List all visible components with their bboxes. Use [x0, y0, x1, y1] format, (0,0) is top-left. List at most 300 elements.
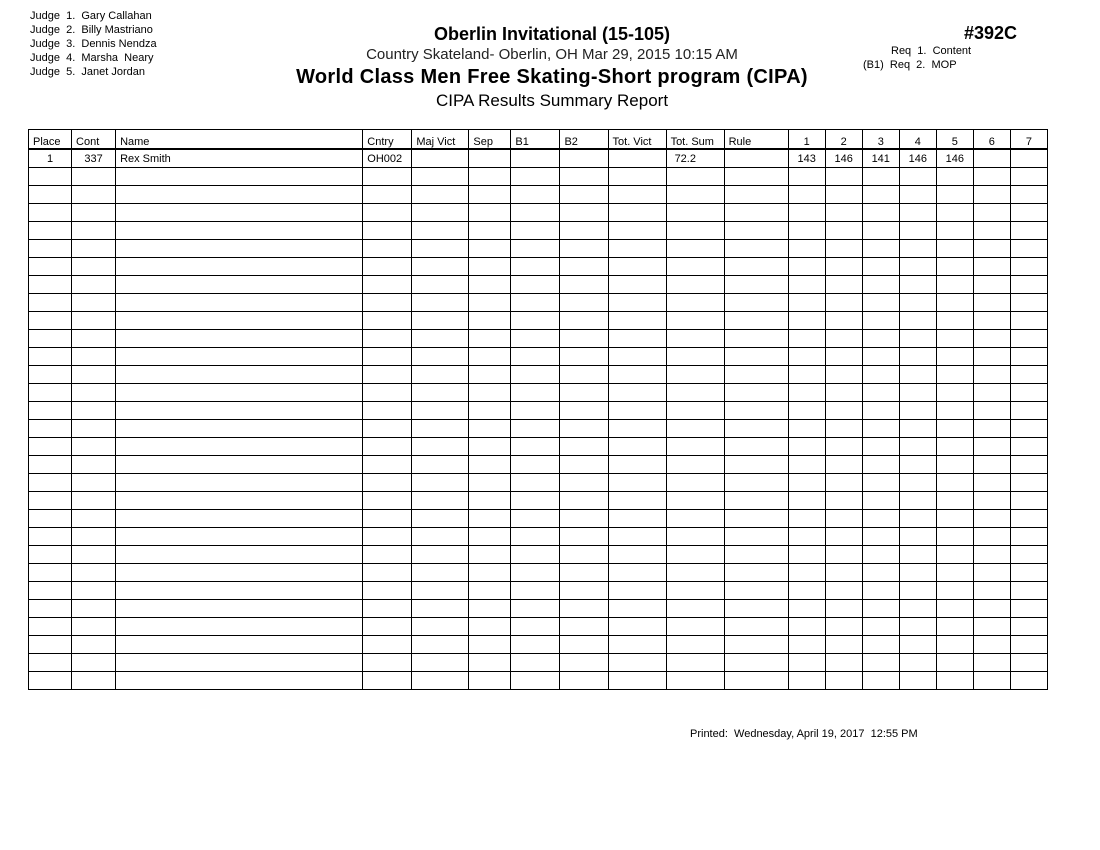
sep-cell: [469, 149, 511, 168]
empty-cell: [608, 636, 666, 654]
empty-cell: [412, 204, 469, 222]
empty-cell: [666, 294, 724, 312]
empty-cell: [469, 240, 511, 258]
empty-cell: [666, 186, 724, 204]
rule-cell: [724, 149, 788, 168]
judge-6-score-cell: [973, 149, 1010, 168]
empty-cell: [899, 492, 936, 510]
empty-cell: [469, 186, 511, 204]
empty-cell: [72, 546, 116, 564]
empty-cell: [72, 582, 116, 600]
empty-cell: [469, 600, 511, 618]
empty-cell: [788, 204, 825, 222]
empty-cell: [788, 654, 825, 672]
empty-cell: [899, 636, 936, 654]
empty-cell: [29, 456, 72, 474]
empty-cell: [511, 528, 560, 546]
empty-cell: [825, 654, 862, 672]
empty-cell: [825, 420, 862, 438]
empty-cell: [936, 366, 973, 384]
judge-line: Judge 5. Janet Jordan: [30, 66, 145, 78]
empty-cell: [72, 330, 116, 348]
empty-cell: [862, 618, 899, 636]
empty-cell: [1010, 672, 1047, 690]
empty-cell: [116, 636, 363, 654]
empty-cell: [511, 654, 560, 672]
empty-cell: [72, 438, 116, 456]
empty-cell: [788, 600, 825, 618]
empty-cell: [788, 456, 825, 474]
empty-cell: [72, 276, 116, 294]
empty-cell: [29, 582, 72, 600]
empty-cell: [469, 384, 511, 402]
results-table: [28, 129, 1048, 690]
empty-cell: [363, 654, 412, 672]
empty-cell: [936, 636, 973, 654]
empty-cell: [936, 312, 973, 330]
empty-cell: [1010, 348, 1047, 366]
empty-cell: [560, 546, 608, 564]
empty-cell: [560, 492, 608, 510]
empty-cell: [511, 510, 560, 528]
empty-cell: [724, 672, 788, 690]
empty-cell: [29, 366, 72, 384]
empty-table-row: [29, 600, 1048, 618]
empty-cell: [936, 420, 973, 438]
empty-cell: [666, 348, 724, 366]
empty-cell: [862, 582, 899, 600]
empty-cell: [973, 420, 1010, 438]
empty-cell: [936, 492, 973, 510]
empty-cell: [29, 384, 72, 402]
empty-cell: [469, 366, 511, 384]
empty-table-row: [29, 348, 1048, 366]
column-header-cont: Cont: [72, 130, 116, 150]
empty-cell: [973, 636, 1010, 654]
empty-cell: [936, 276, 973, 294]
empty-cell: [469, 546, 511, 564]
empty-cell: [936, 222, 973, 240]
empty-cell: [363, 438, 412, 456]
empty-cell: [825, 240, 862, 258]
empty-cell: [116, 420, 363, 438]
empty-cell: [72, 186, 116, 204]
venue-line: Country Skateland- Oberlin, OH Mar 29, 2015 10:15 AM: [366, 46, 738, 63]
empty-cell: [862, 402, 899, 420]
empty-cell: [1010, 528, 1047, 546]
empty-cell: [666, 546, 724, 564]
empty-cell: [29, 420, 72, 438]
empty-cell: [608, 492, 666, 510]
empty-table-row: [29, 672, 1048, 690]
empty-cell: [973, 600, 1010, 618]
empty-cell: [899, 654, 936, 672]
empty-cell: [412, 168, 469, 186]
empty-cell: [608, 654, 666, 672]
empty-cell: [560, 330, 608, 348]
empty-cell: [608, 330, 666, 348]
empty-cell: [511, 276, 560, 294]
empty-cell: [469, 672, 511, 690]
cont-cell: 337: [72, 149, 116, 168]
empty-cell: [412, 348, 469, 366]
empty-cell: [825, 348, 862, 366]
empty-cell: [469, 294, 511, 312]
empty-cell: [469, 420, 511, 438]
empty-cell: [29, 492, 72, 510]
empty-cell: [116, 510, 363, 528]
empty-cell: [973, 222, 1010, 240]
empty-cell: [511, 384, 560, 402]
empty-cell: [412, 186, 469, 204]
empty-cell: [936, 582, 973, 600]
requirements-list: [863, 44, 971, 72]
name-cell: Rex Smith: [116, 149, 363, 168]
judge-5-score-cell: 146: [936, 149, 973, 168]
empty-cell: [412, 474, 469, 492]
empty-cell: [825, 672, 862, 690]
empty-cell: [666, 618, 724, 636]
empty-cell: [363, 240, 412, 258]
empty-cell: [973, 456, 1010, 474]
empty-cell: [469, 438, 511, 456]
empty-cell: [412, 528, 469, 546]
empty-cell: [788, 186, 825, 204]
empty-table-row: [29, 420, 1048, 438]
empty-cell: [29, 564, 72, 582]
empty-cell: [363, 402, 412, 420]
empty-cell: [973, 672, 1010, 690]
empty-cell: [511, 402, 560, 420]
empty-cell: [469, 348, 511, 366]
empty-cell: [666, 456, 724, 474]
judge-7-score-cell: [1010, 149, 1047, 168]
empty-cell: [899, 366, 936, 384]
empty-cell: [1010, 258, 1047, 276]
empty-cell: [788, 384, 825, 402]
empty-cell: [72, 168, 116, 186]
empty-cell: [29, 600, 72, 618]
empty-cell: [666, 168, 724, 186]
empty-cell: [560, 474, 608, 492]
empty-cell: [363, 546, 412, 564]
empty-cell: [936, 348, 973, 366]
empty-cell: [724, 474, 788, 492]
empty-cell: [560, 654, 608, 672]
empty-cell: [666, 492, 724, 510]
empty-cell: [72, 564, 116, 582]
empty-cell: [412, 276, 469, 294]
empty-cell: [788, 240, 825, 258]
empty-cell: [608, 474, 666, 492]
empty-cell: [788, 348, 825, 366]
empty-cell: [72, 222, 116, 240]
empty-table-row: [29, 276, 1048, 294]
empty-cell: [1010, 186, 1047, 204]
empty-cell: [936, 186, 973, 204]
empty-cell: [788, 438, 825, 456]
empty-cell: [862, 564, 899, 582]
empty-cell: [412, 636, 469, 654]
empty-cell: [666, 528, 724, 546]
empty-cell: [862, 276, 899, 294]
empty-cell: [412, 384, 469, 402]
column-header-judge-1: 1: [788, 130, 825, 150]
empty-cell: [825, 168, 862, 186]
empty-cell: [608, 276, 666, 294]
empty-cell: [608, 384, 666, 402]
empty-cell: [511, 204, 560, 222]
empty-cell: [666, 402, 724, 420]
empty-cell: [29, 528, 72, 546]
empty-cell: [29, 672, 72, 690]
empty-cell: [899, 348, 936, 366]
empty-cell: [666, 258, 724, 276]
empty-cell: [363, 528, 412, 546]
b2-cell: [560, 149, 608, 168]
empty-cell: [788, 366, 825, 384]
empty-cell: [936, 672, 973, 690]
empty-cell: [363, 204, 412, 222]
empty-cell: [666, 654, 724, 672]
empty-cell: [936, 204, 973, 222]
empty-cell: [608, 402, 666, 420]
empty-cell: [1010, 546, 1047, 564]
empty-table-row: [29, 258, 1048, 276]
empty-cell: [469, 222, 511, 240]
empty-table-row: [29, 456, 1048, 474]
empty-cell: [560, 438, 608, 456]
empty-cell: [469, 276, 511, 294]
empty-table-row: [29, 654, 1048, 672]
empty-cell: [825, 492, 862, 510]
empty-table-row: [29, 474, 1048, 492]
empty-table-row: [29, 222, 1048, 240]
empty-cell: [666, 276, 724, 294]
empty-cell: [973, 312, 1010, 330]
empty-cell: [29, 474, 72, 492]
empty-cell: [116, 546, 363, 564]
empty-cell: [973, 564, 1010, 582]
empty-cell: [363, 186, 412, 204]
judge-4-score-cell: 146: [899, 149, 936, 168]
empty-table-row: [29, 492, 1048, 510]
tot-vict-cell: [608, 149, 666, 168]
empty-table-row: [29, 294, 1048, 312]
empty-cell: [363, 636, 412, 654]
empty-cell: [511, 582, 560, 600]
empty-cell: [724, 636, 788, 654]
empty-cell: [72, 294, 116, 312]
empty-cell: [412, 456, 469, 474]
empty-cell: [899, 276, 936, 294]
empty-cell: [116, 456, 363, 474]
empty-cell: [825, 636, 862, 654]
empty-cell: [511, 456, 560, 474]
empty-cell: [862, 240, 899, 258]
empty-cell: [363, 564, 412, 582]
empty-cell: [412, 240, 469, 258]
empty-cell: [936, 384, 973, 402]
empty-cell: [29, 636, 72, 654]
empty-cell: [72, 348, 116, 366]
empty-cell: [788, 564, 825, 582]
empty-table-row: [29, 384, 1048, 402]
empty-cell: [862, 366, 899, 384]
empty-cell: [511, 294, 560, 312]
empty-cell: [973, 240, 1010, 258]
column-header-b1: B1: [511, 130, 560, 150]
program-title: World Class Men Free Skating-Short program (CIPA): [296, 66, 808, 88]
empty-cell: [72, 672, 116, 690]
empty-cell: [973, 384, 1010, 402]
judge-2-score-cell: 146: [825, 149, 862, 168]
empty-cell: [899, 600, 936, 618]
empty-cell: [560, 672, 608, 690]
empty-cell: [936, 294, 973, 312]
empty-cell: [899, 672, 936, 690]
empty-cell: [560, 582, 608, 600]
empty-cell: [363, 672, 412, 690]
empty-cell: [29, 186, 72, 204]
empty-table-row: [29, 330, 1048, 348]
empty-cell: [862, 600, 899, 618]
empty-cell: [862, 672, 899, 690]
empty-cell: [1010, 456, 1047, 474]
empty-cell: [29, 546, 72, 564]
empty-cell: [116, 672, 363, 690]
empty-cell: [608, 510, 666, 528]
empty-cell: [511, 258, 560, 276]
empty-cell: [363, 222, 412, 240]
tot-sum-cell: 72.2: [666, 149, 724, 168]
empty-cell: [469, 528, 511, 546]
empty-cell: [116, 294, 363, 312]
column-header-cntry: Cntry: [363, 130, 412, 150]
empty-cell: [608, 600, 666, 618]
empty-cell: [899, 312, 936, 330]
empty-cell: [469, 474, 511, 492]
empty-cell: [862, 204, 899, 222]
empty-cell: [608, 366, 666, 384]
empty-cell: [412, 654, 469, 672]
empty-cell: [1010, 222, 1047, 240]
empty-cell: [469, 204, 511, 222]
empty-cell: [72, 366, 116, 384]
empty-cell: [899, 204, 936, 222]
empty-cell: [1010, 168, 1047, 186]
empty-cell: [560, 294, 608, 312]
event-title: Oberlin Invitational (15-105): [433, 24, 671, 44]
empty-cell: [1010, 600, 1047, 618]
empty-cell: [469, 510, 511, 528]
empty-cell: [862, 510, 899, 528]
empty-cell: [825, 366, 862, 384]
empty-cell: [116, 474, 363, 492]
empty-cell: [788, 510, 825, 528]
empty-cell: [560, 240, 608, 258]
empty-cell: [862, 546, 899, 564]
empty-cell: [899, 222, 936, 240]
empty-cell: [412, 438, 469, 456]
column-header-judge-4: 4: [899, 130, 936, 150]
empty-cell: [469, 168, 511, 186]
empty-cell: [29, 222, 72, 240]
empty-table-row: [29, 438, 1048, 456]
empty-cell: [825, 294, 862, 312]
empty-cell: [29, 294, 72, 312]
empty-cell: [72, 636, 116, 654]
empty-cell: [116, 564, 363, 582]
empty-cell: [116, 348, 363, 366]
empty-cell: [72, 204, 116, 222]
empty-cell: [72, 474, 116, 492]
report-title: CIPA Results Summary Report: [435, 91, 669, 110]
empty-cell: [724, 456, 788, 474]
empty-cell: [29, 438, 72, 456]
empty-cell: [560, 204, 608, 222]
empty-cell: [724, 600, 788, 618]
empty-cell: [72, 258, 116, 276]
empty-cell: [29, 168, 72, 186]
empty-cell: [973, 348, 1010, 366]
empty-cell: [363, 582, 412, 600]
empty-cell: [788, 582, 825, 600]
empty-cell: [72, 402, 116, 420]
empty-cell: [936, 240, 973, 258]
empty-cell: [825, 528, 862, 546]
empty-cell: [666, 438, 724, 456]
empty-cell: [1010, 636, 1047, 654]
empty-cell: [1010, 420, 1047, 438]
empty-table-row: [29, 564, 1048, 582]
empty-cell: [666, 672, 724, 690]
empty-cell: [724, 168, 788, 186]
empty-cell: [724, 222, 788, 240]
empty-cell: [936, 564, 973, 582]
empty-cell: [412, 564, 469, 582]
empty-cell: [825, 618, 862, 636]
empty-cell: [116, 402, 363, 420]
empty-cell: [511, 564, 560, 582]
empty-cell: [412, 330, 469, 348]
empty-cell: [412, 222, 469, 240]
empty-cell: [511, 222, 560, 240]
empty-cell: [412, 312, 469, 330]
empty-cell: [608, 438, 666, 456]
empty-cell: [825, 600, 862, 618]
empty-cell: [608, 168, 666, 186]
empty-cell: [511, 600, 560, 618]
empty-cell: [608, 456, 666, 474]
empty-cell: [412, 492, 469, 510]
empty-cell: [363, 384, 412, 402]
empty-cell: [72, 312, 116, 330]
empty-cell: [666, 564, 724, 582]
empty-cell: [724, 186, 788, 204]
empty-cell: [560, 600, 608, 618]
empty-cell: [973, 618, 1010, 636]
empty-cell: [666, 330, 724, 348]
empty-cell: [116, 528, 363, 546]
empty-cell: [936, 474, 973, 492]
empty-cell: [1010, 276, 1047, 294]
empty-table-row: [29, 618, 1048, 636]
empty-cell: [724, 294, 788, 312]
empty-cell: [862, 654, 899, 672]
empty-cell: [666, 240, 724, 258]
column-header-judge-2: 2: [825, 130, 862, 150]
